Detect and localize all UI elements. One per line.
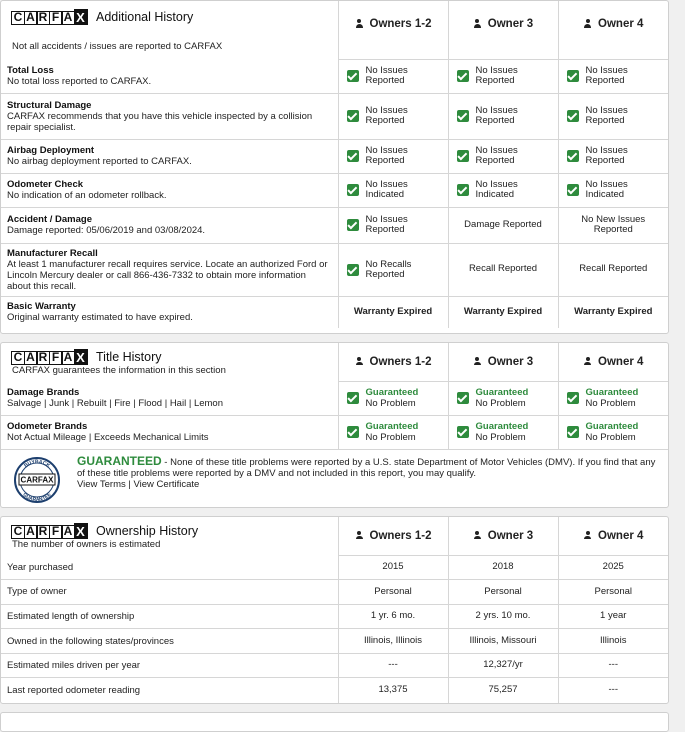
history-row (1, 59, 668, 93)
status-text: No Issues Reported (475, 145, 518, 166)
status-text: Guaranteed No Problem (365, 387, 419, 409)
history-row (1, 139, 668, 173)
row-value: 1 yr. 6 mo. (338, 604, 448, 629)
status-text: Warranty Expired (338, 296, 448, 328)
row-description: Original warranty estimated to have expired. (7, 312, 193, 324)
status-text: Recall Reported (448, 243, 558, 296)
status-text: Warranty Expired (448, 296, 558, 328)
checkmark-icon (457, 184, 469, 196)
row-value: 2018 (448, 555, 558, 580)
owner-column-header: Owner 4 (558, 343, 668, 381)
row-description: No total loss reported to CARFAX. (7, 75, 152, 87)
person-icon (473, 531, 482, 540)
checkmark-icon (347, 150, 359, 162)
status-text: No Issues Indicated (475, 179, 518, 200)
checkmark-icon (347, 70, 359, 82)
svg-text:CARFAX: CARFAX (20, 475, 54, 485)
row-label: Year purchased (1, 555, 338, 580)
row-description: CARFAX recommends that you have this vehicle inspected by a collision repair specialist. (7, 110, 313, 133)
row-value: 1 year (558, 604, 668, 629)
row-value: Illinois, Missouri (448, 629, 558, 654)
person-icon (583, 531, 592, 540)
checkmark-icon (347, 110, 359, 122)
checkmark-icon (457, 70, 469, 82)
title-row (1, 415, 668, 449)
checkmark-icon (567, 70, 579, 82)
owner-column-header: Owner 3 (448, 517, 558, 555)
row-description: Not Actual Mileage | Exceeds Mechanical Limits (7, 432, 209, 444)
history-row (1, 207, 668, 243)
section-title: Title History (96, 350, 162, 364)
status-text: No Issues Reported (365, 65, 408, 86)
section-title: Ownership History (96, 524, 199, 538)
status-text: No Issues Reported (365, 105, 408, 126)
checkmark-icon (347, 264, 359, 276)
status-text: Recall Reported (558, 243, 668, 296)
ownership-row (1, 678, 668, 703)
section-subtitle: CARFAX guarantees the information in this section (12, 365, 226, 376)
checkmark-icon (347, 392, 359, 404)
status-text: No Issues Reported (585, 145, 628, 166)
row-label: Last reported odometer reading (7, 685, 141, 697)
status-text: Guaranteed No Problem (365, 421, 419, 444)
history-row (1, 173, 668, 207)
status-text: No Issues Reported (475, 105, 518, 126)
owner-column-header: Owners 1-2 (338, 1, 448, 59)
carfax-logo: C A R F A X (11, 523, 86, 539)
ownership-row (1, 580, 668, 605)
owner-column-header: Owner 3 (448, 1, 558, 59)
row-description: Salvage | Junk | Rebuilt | Fire | Flood | Hail | Lemon (7, 397, 223, 409)
person-icon (355, 357, 364, 366)
row-value: Illinois, Illinois (338, 629, 448, 654)
row-title: Odometer Brands (7, 421, 88, 433)
person-icon (355, 19, 364, 28)
owner-column-header: Owner 4 (558, 517, 668, 555)
ownership-row (1, 604, 668, 629)
status-text: No New Issues Reported (558, 207, 668, 243)
row-description: Damage reported: 05/06/2019 and 03/08/2024. (7, 225, 206, 236)
view-terms-link[interactable]: View Terms (77, 479, 126, 490)
row-title: Accident / Damage (7, 214, 92, 225)
next-section-edge (0, 712, 669, 732)
status-text: No Issues Reported (365, 214, 408, 235)
status-text: No Issues Reported (365, 145, 408, 166)
person-icon (583, 357, 592, 366)
checkmark-icon (567, 150, 579, 162)
ownership-row (1, 555, 668, 580)
row-label: Type of owner (1, 580, 338, 605)
checkmark-icon (457, 150, 469, 162)
status-text: Guaranteed No Problem (585, 421, 639, 444)
row-value: 75,257 (448, 678, 558, 703)
row-value: 2015 (338, 555, 448, 580)
row-description: At least 1 manufacturer recall requires service. Locate an authorized Ford or Lincoln Mercury dealer or call 866-436-7332 to obtain more information about this recall. (7, 258, 328, 292)
row-title: Odometer Check (7, 179, 84, 190)
buyback-guarantee-seal-icon (11, 456, 63, 504)
row-title: Damage Brands (7, 386, 80, 398)
checkmark-icon (457, 426, 469, 438)
owner-column-header: Owner 4 (558, 1, 668, 59)
history-row (1, 93, 668, 139)
row-title: Manufacturer Recall (7, 247, 98, 259)
svg-text:GUARANTEE: GUARANTEE (21, 491, 53, 504)
status-text: No Issues Reported (585, 105, 628, 126)
person-icon (355, 531, 364, 540)
ownership-history-section (0, 516, 669, 704)
row-value: Personal (558, 580, 668, 605)
row-value: Personal (338, 580, 448, 605)
checkmark-icon (567, 110, 579, 122)
owner-column-header: Owners 1-2 (338, 343, 448, 381)
checkmark-icon (457, 392, 469, 404)
row-value: 13,375 (338, 678, 448, 703)
row-title: Total Loss (7, 64, 54, 76)
checkmark-icon (567, 426, 579, 438)
status-text: No Issues Indicated (585, 179, 628, 200)
history-row (1, 243, 668, 296)
row-description: No airbag deployment reported to CARFAX. (7, 156, 192, 167)
section-subtitle: Not all accidents / issues are reported to CARFAX (12, 41, 223, 52)
row-label: Estimated miles driven per year (1, 653, 338, 678)
row-title: Airbag Deployment (7, 145, 95, 156)
row-value: --- (558, 653, 668, 678)
owner-column-header: Owners 1-2 (338, 517, 448, 555)
section-subtitle: The number of owners is estimated (12, 539, 161, 550)
title-row (1, 381, 668, 415)
status-text: No Recalls Reported (365, 258, 412, 280)
guarantee-text: - None of these title problems were reported by a U.S. state Department of Motor Vehicles (DMV). If you find that any of these title problems were reported by a DMV and not included in this report, you may qualify. (77, 457, 656, 479)
row-value: 2 yrs. 10 mo. (448, 604, 558, 629)
checkmark-icon (567, 184, 579, 196)
row-title: Basic Warranty (7, 301, 76, 313)
person-icon (583, 19, 592, 28)
status-text: Guaranteed No Problem (475, 421, 529, 444)
row-title: Structural Damage (7, 99, 92, 111)
status-text: Warranty Expired (558, 296, 668, 328)
row-value: --- (338, 653, 448, 678)
ownership-row (1, 629, 668, 654)
view-certificate-link[interactable]: View Certificate (133, 479, 200, 490)
status-text: No Issues Reported (585, 65, 628, 86)
status-text: No Issues Reported (475, 65, 518, 86)
status-text: No Issues Indicated (365, 179, 408, 200)
status-text: Guaranteed No Problem (585, 387, 639, 409)
row-value: Illinois (558, 629, 668, 654)
ownership-row (1, 653, 668, 678)
history-row (1, 296, 668, 328)
status-text: Guaranteed No Problem (475, 387, 529, 409)
guarantee-notice: BUYBACK GUARANTEE CARFAX GUARANTEED - None of these title problems were reported by a U.S. state Department of Motor Vehicles (DMV). If you find that any of these title problems were reported by a DMV and not included in this report, you may qualify. View Terms | View Certificate (1, 449, 668, 510)
person-icon (473, 357, 482, 366)
row-value: 2025 (558, 555, 668, 580)
checkmark-icon (457, 110, 469, 122)
checkmark-icon (347, 184, 359, 196)
guarantee-headline: GUARANTEED (77, 454, 162, 468)
section-title: Additional History (96, 10, 194, 24)
owner-column-header: Owner 3 (448, 343, 558, 381)
checkmark-icon (567, 392, 579, 404)
row-label: Estimated length of ownership (1, 604, 338, 629)
carfax-logo: C A R F A X (11, 349, 86, 365)
additional-history-section (0, 0, 669, 334)
checkmark-icon (347, 219, 359, 231)
svg-text:BUYBACK: BUYBACK (23, 458, 51, 469)
person-icon (473, 19, 482, 28)
row-value: Personal (448, 580, 558, 605)
row-value: 12,327/yr (448, 653, 558, 678)
row-label: Owned in the following states/provinces (1, 629, 338, 654)
status-text: Damage Reported (448, 207, 558, 243)
row-description: No indication of an odometer rollback. (7, 190, 167, 201)
row-value: --- (558, 678, 668, 703)
carfax-logo: C A R F A X (11, 9, 86, 25)
title-history-section (0, 342, 669, 508)
checkmark-icon (347, 426, 359, 438)
